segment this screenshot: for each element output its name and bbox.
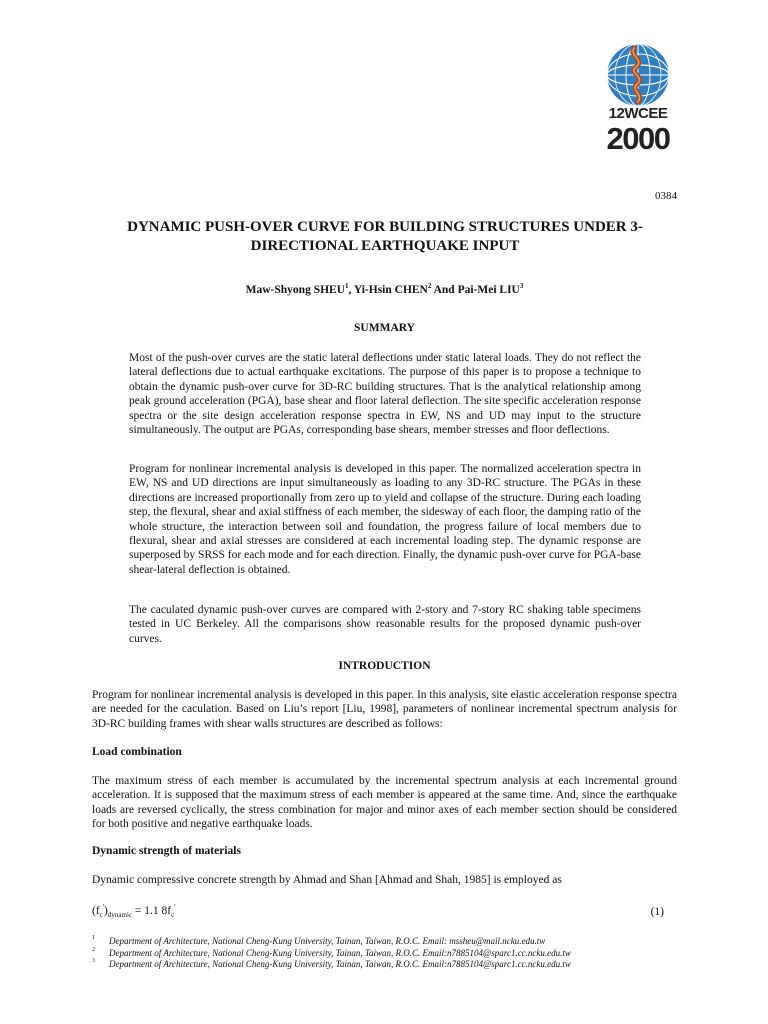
author-affiliation-mark: 2 bbox=[427, 282, 432, 290]
logo-text-12wcee: 12WCEE bbox=[608, 105, 668, 122]
author-affiliation-mark: 3 bbox=[519, 282, 524, 290]
introduction-paragraph: Program for nonlinear incremental analysis is developed in this paper. In this analysis, site elastic acceleration response spectra are needed for the caculation. Based on Liu’s report [Liu, 1998], parameters of nonlinear incremental spectrum analysis for 3D-RC building frames with shear walls structures are described as follows: bbox=[92, 689, 677, 730]
equation-1 bbox=[92, 903, 175, 919]
equation-paren: ) bbox=[104, 904, 108, 917]
summary-paragraph: The caculated dynamic push-over curves are compared with 2-story and 7-story RC shaking table specimens tested in UC Berkeley. All the comparisons show reasonable results for the proposed dynamic push-over curves. bbox=[129, 604, 641, 645]
footnotes bbox=[92, 936, 692, 971]
author-separator: And bbox=[431, 283, 458, 296]
author-affiliation-mark: 1 bbox=[345, 282, 349, 290]
author-name: Maw-Shyong SHEU bbox=[245, 283, 346, 296]
author-name: Yi-Hsin CHEN bbox=[353, 283, 428, 296]
dynamic-strength-paragraph: Dynamic compressive concrete strength by Ahmad and Shan [Ahmad and Shah, 1985] is employed as bbox=[92, 874, 562, 886]
paper-number: 0384 bbox=[655, 190, 677, 202]
logo-text-2000: 2000 bbox=[606, 121, 670, 156]
summary-heading: SUMMARY bbox=[354, 322, 415, 334]
footnote bbox=[92, 936, 692, 948]
summary-paragraph: Program for nonlinear incremental analysis is developed in this paper. The normalized acceleration spectra in EW, NS and UD directions are input simultaneously as loading to any 3D-RC structure. The PGAs in these directions are increased proportionally from zero up to yield and collapse of the structure. During each loading step, the flexural, shear and axial stiffness of each member, the sidesway of each floor, the damping ratio of the whole structure, the interaction between soil and foundation, the progress failure of local members due to flexural, shear and axial stresses are considered at each incremental loading step. The dynamic response are superposed by SRSS for each mode and for each direction. Finally, the dynamic push-over curve for PGA-base shear-lateral deflection is obtained. bbox=[129, 463, 641, 576]
author-list bbox=[92, 282, 677, 296]
footnote bbox=[92, 948, 692, 960]
author-name: Pai-Mei LIU bbox=[457, 283, 520, 296]
footnote bbox=[92, 959, 692, 971]
footnote-mark: 2 bbox=[92, 946, 95, 953]
author-separator: , bbox=[348, 283, 354, 296]
conference-logo bbox=[600, 42, 676, 160]
paper-title: DYNAMIC PUSH-OVER CURVE FOR BUILDING STRUCTURES UNDER 3-DIRECTIONAL EARTHQUAKE INPUT bbox=[127, 219, 643, 254]
footnote-mark: 1 bbox=[92, 935, 95, 941]
equation-lhs: (f bbox=[92, 904, 100, 917]
equation-subscript: c bbox=[99, 911, 103, 920]
equation-subscript-dynamic: dynamic bbox=[107, 911, 132, 920]
footnote-text: Department of Architecture, National Cheng-Kung University, Tainan, Taiwan, R.O.C. Email:n7885104@sparc1.cc.ncku.edu.tw bbox=[109, 959, 571, 969]
load-combination-heading: Load combination bbox=[92, 746, 182, 758]
summary-paragraph: Most of the push-over curves are the static lateral deflections under static lateral loads. They do not reflect the lateral deflections due to actual earthquake excitations. The purpose of this paper is to propose a technique to obtain the dynamic push-over curve for 3D-RC building structures. That is the analytical relationship among peak ground acceleration (PGA), base shear and floor lateral deflection. The site specific acceleration response spectra or the site design acceleration response spectra in EW, NS and UD may input to the structure simultaneously. The output are PGAs, corresponding base shears, member stresses and floor deflections. bbox=[129, 352, 641, 437]
equation-prime: ' bbox=[174, 903, 176, 911]
equation-subscript: c bbox=[171, 911, 175, 920]
equation-number: (1) bbox=[650, 906, 664, 918]
equation-prime: ' bbox=[102, 903, 105, 911]
load-combination-paragraph: The maximum stress of each member is accumulated by the incremental spectrum analysis at each incremental ground acceleration. It is supposed that the maximum stress of each member is appeared at the same time. And, since the earthquake loads are reversed cyclically, the stress combination for major and minor axes of each member section should be considered for both positive and negative earthquake loads. bbox=[92, 775, 677, 831]
dynamic-strength-heading: Dynamic strength of materials bbox=[92, 845, 241, 857]
footnote-mark: 3 bbox=[92, 958, 95, 964]
introduction-heading: INTRODUCTION bbox=[338, 660, 431, 672]
globe-icon bbox=[600, 42, 676, 108]
footnote-text: Department of Architecture, National Cheng-Kung University, Tainan, Taiwan, R.O.C. Email:n7885104@sparc1.cc.ncku.edu.tw bbox=[109, 947, 571, 958]
footnote-text: Department of Architecture, National Cheng-Kung University, Tainan, Taiwan, R.O.C. Email: mssheu@mail.ncku.edu.tw bbox=[109, 936, 546, 946]
equation-rhs: = 1.1 8f bbox=[132, 904, 172, 917]
